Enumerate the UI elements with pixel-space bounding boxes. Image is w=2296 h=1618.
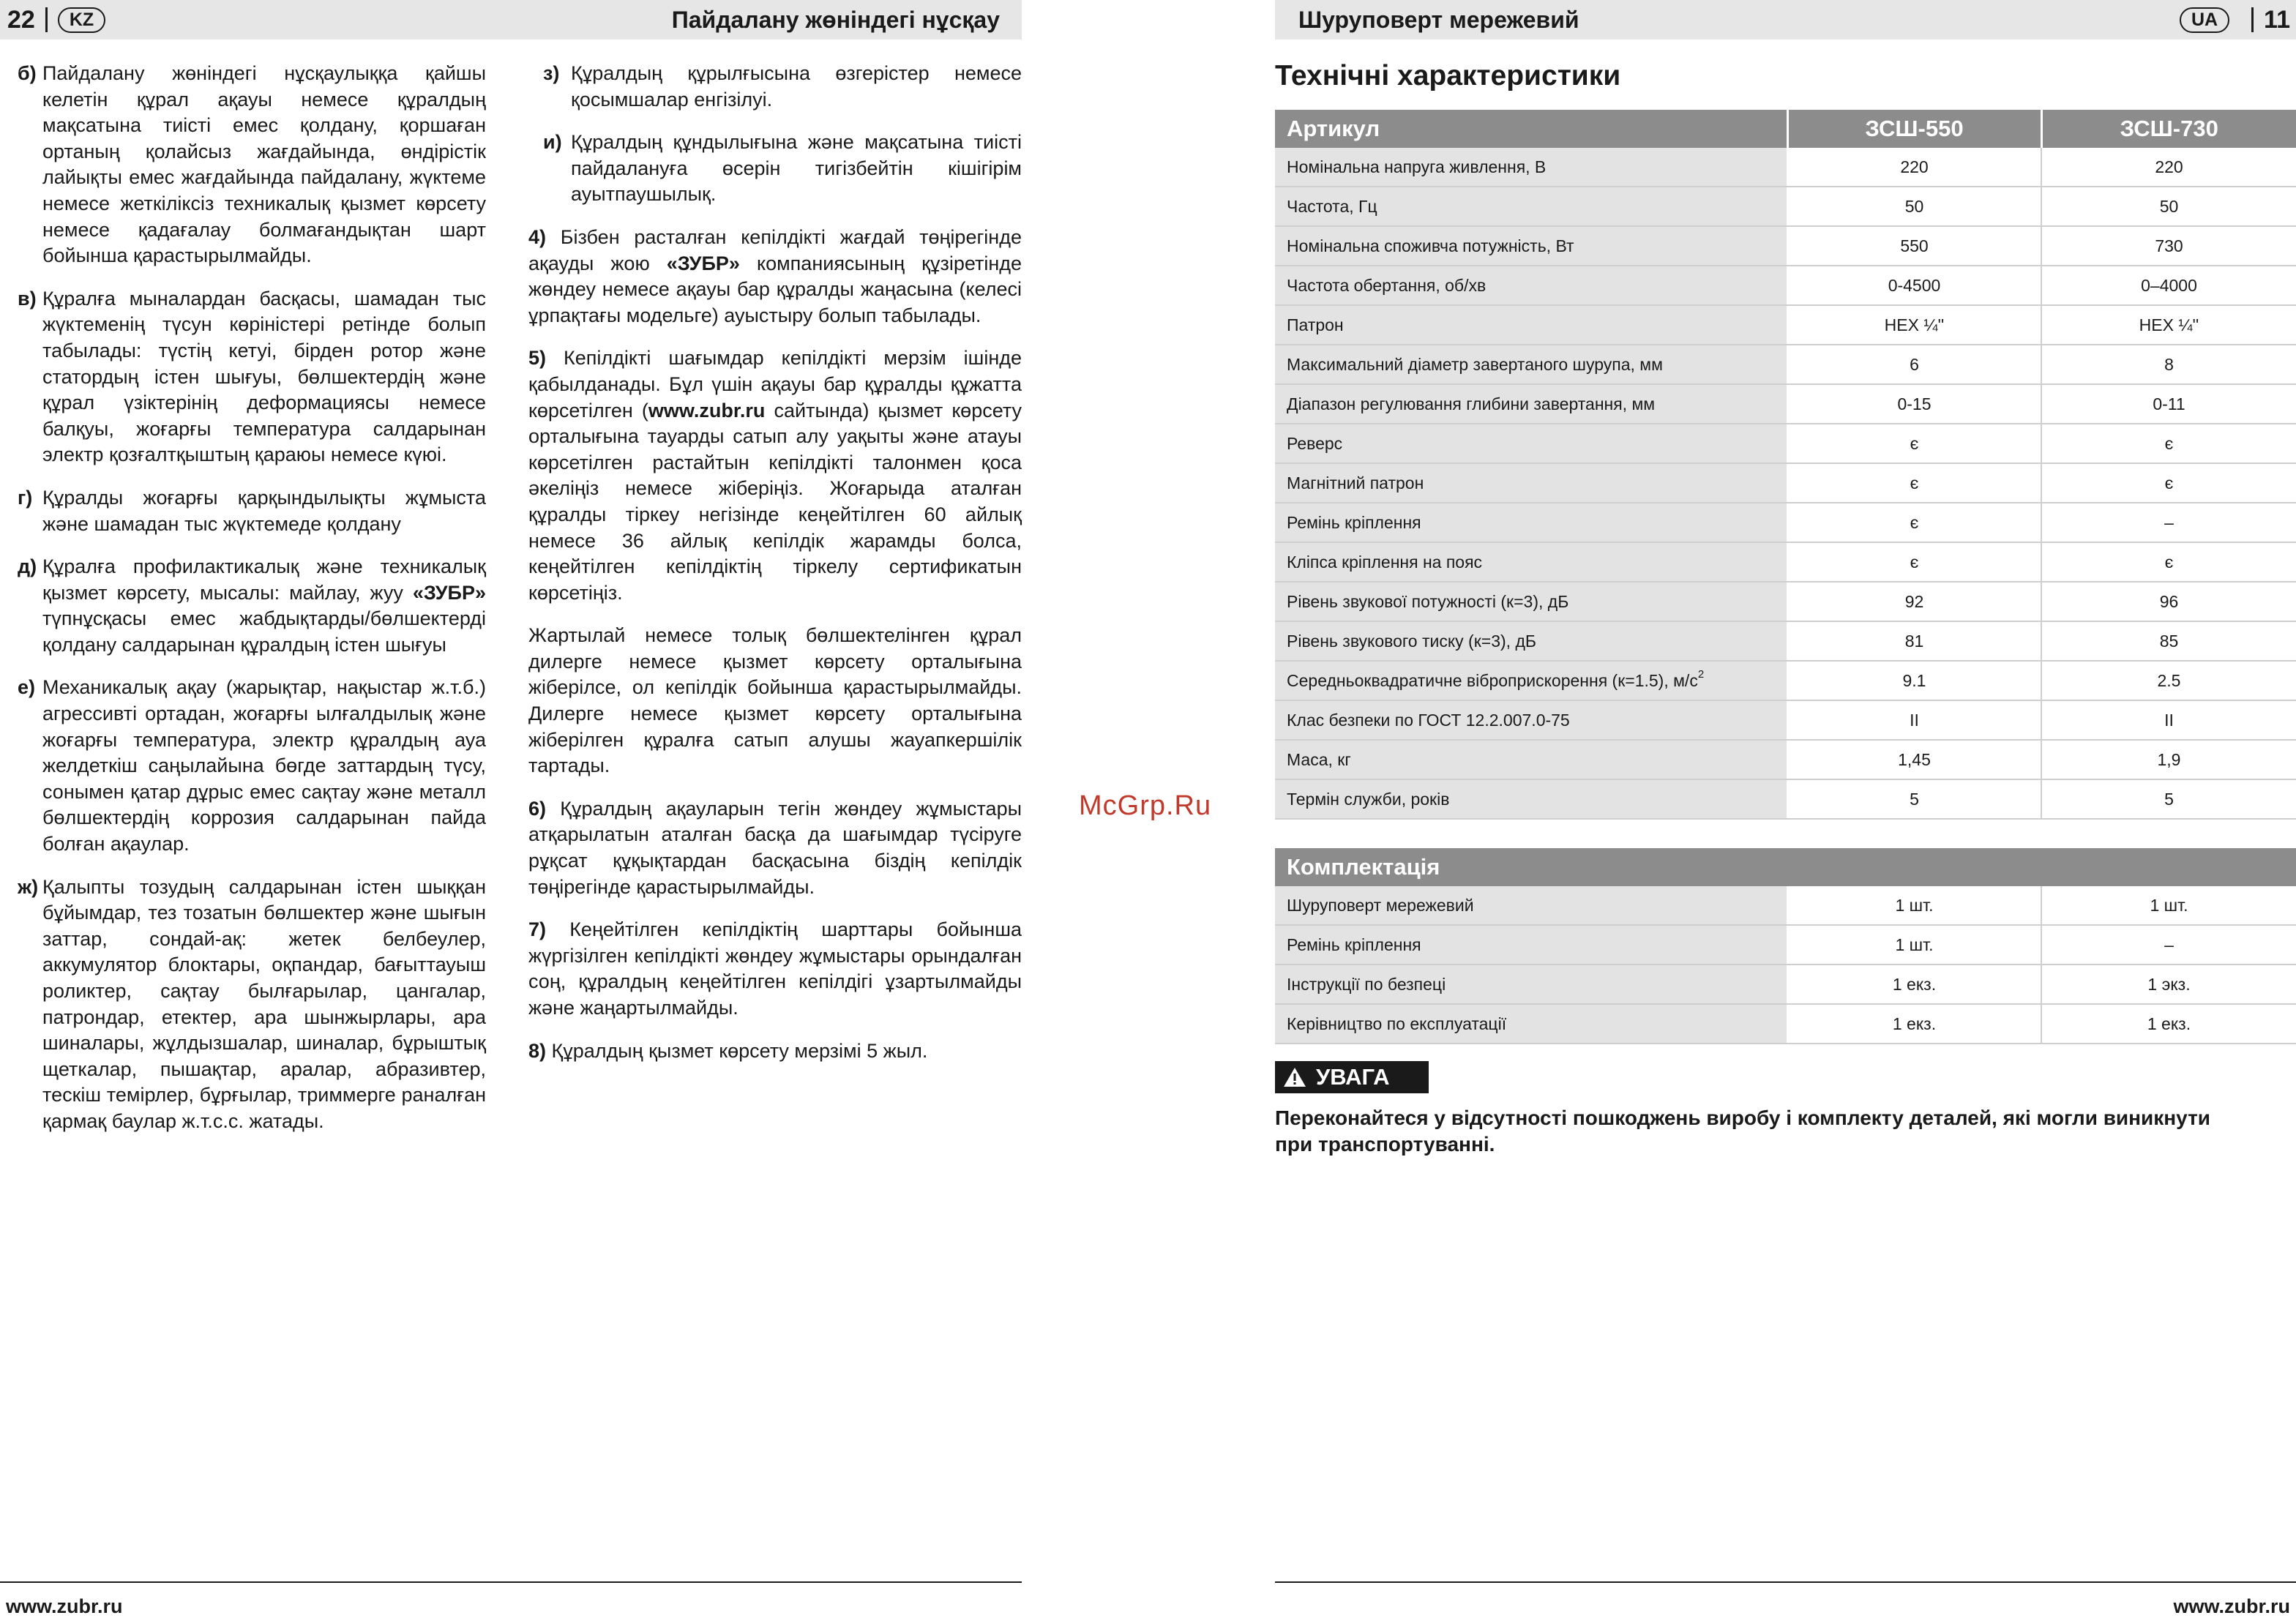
kit-table <box>1275 848 2296 1044</box>
spec-row <box>1275 700 2296 740</box>
spec-row <box>1275 542 2296 582</box>
cell-text: – <box>2164 512 2174 532</box>
cell-text: 5 <box>1910 789 1919 809</box>
cell-text: Частота обертання, об/хв <box>1287 275 1487 295</box>
cell-text: Середньоквадратичне віброприскорення (к=1.5), м/с <box>1287 670 1698 690</box>
paragraph-5-continued: Жартылай немесе толық бөлшектелінген құрал дилерге немесе қызмет көрсету орталығына жіберілсе, ол кепілдік бойынша қарастырылмайды. Дилерге немесе қызмет көрсету орталығына жіберілген құралға сатып алушы жауапкершілік тартады. <box>528 624 1022 777</box>
row-label-cell <box>1275 266 1787 305</box>
paragraph-number: 5) <box>528 347 547 370</box>
item-text: Қалыпты тозудың салдарынан істен шыққан бұйымдар, тез тозатын бөлшектер және шығын заттар, сондай-ақ: жетек белбеулер, аккумулятор блоктары, оқпандар, бағыттауыш роликтер, сақтау былғарылар, цангалар, патрондар, етектер, ара шынжырлары, ара шиналары, жұлдызшалар, шиналар, бұрыштық щеткалар, пышақтар, аралар, абразивтер, тескіш темірлер, бұрғылар, триммерге раналған қармақ баулар ж.т.с.с. жатады. <box>42 875 486 1132</box>
left-column-2 <box>528 61 1022 1081</box>
spec-header-row <box>1275 110 2296 148</box>
cell-text: 50 <box>1904 196 1924 216</box>
item-text <box>42 554 486 658</box>
row-value-cell <box>1787 187 2041 226</box>
paragraph-text: сайтында) қызмет көрсету орталығына тауарды сатып алу уақыты және атауы көрсетілген растайтын кепілдікті талонмен қоса әкеліңіз немесе жіберіңіз. Жоғарыда аталған құралды тіркеу негізінде кеңейтілген 60 айлық немесе 36 айлық кепілдік жарамды болса, кеңейтілген кепілдіктің тіркелу сертификатын көрсетіңіз. <box>528 399 1022 604</box>
left-page-number: 22 <box>7 5 35 34</box>
cell-text: Маса, кг <box>1287 749 1351 769</box>
spec-row <box>1275 187 2296 226</box>
cell-text: 1,9 <box>2157 749 2181 769</box>
row-value-cell <box>1787 661 2041 700</box>
left-lang-badge: KZ <box>58 7 105 33</box>
paragraph-text: Бізбен расталған кепілдікті жағдай төңірегінде ақауды жою <box>528 225 1022 274</box>
header-divider <box>45 7 48 32</box>
paragraph-5 <box>528 345 1022 606</box>
paragraph-7 <box>528 917 1022 1021</box>
paragraph-number: 7) <box>528 918 547 941</box>
row-value-cell <box>2041 384 2296 424</box>
right-header-meta <box>2180 6 2290 34</box>
spec-row <box>1275 503 2296 542</box>
row-value-cell <box>2041 187 2296 226</box>
row-value-cell <box>2041 779 2296 819</box>
cell-text: є <box>1910 552 1919 572</box>
spec-row <box>1275 266 2296 305</box>
item-text-part: Құралға профилактикалық және техникалық қызмет көрсету, мысалы: майлау, жуу <box>42 555 486 604</box>
cell-text: Шуруповерт мережевий <box>1287 895 1474 915</box>
header-divider <box>2251 7 2254 32</box>
paragraph-number: 8) <box>528 1039 547 1062</box>
watermark: McGrp.Ru <box>1079 790 1212 821</box>
cell-text: 0-15 <box>1897 394 1932 413</box>
cell-text: 1 шт. <box>1895 935 1934 954</box>
cell-text: II <box>1910 710 1919 730</box>
spec-table <box>1275 110 2296 820</box>
row-label-cell <box>1275 503 1787 542</box>
row-label-cell <box>1275 345 1787 384</box>
cell-text: 92 <box>1904 591 1924 611</box>
row-label-cell <box>1275 965 1787 1004</box>
row-label-cell <box>1275 384 1787 424</box>
spec-row <box>1275 384 2296 424</box>
row-value-cell <box>1787 779 2041 819</box>
row-label-cell <box>1275 187 1787 226</box>
cell-text: є <box>2164 473 2174 492</box>
right-header-bar <box>1275 0 2296 40</box>
row-value-cell <box>2041 226 2296 266</box>
row-value-cell <box>1787 148 2041 187</box>
header-cell-article: Артикул <box>1275 110 1787 148</box>
row-value-cell <box>1787 925 2041 965</box>
cell-text: 5 <box>2164 789 2174 809</box>
cell-text: Термін служби, років <box>1287 789 1450 809</box>
item-text-part: түпнұсқасы емес жабдықтарды/бөлшектерді қолдану салдарынан құралдың істен шығуы <box>42 607 486 656</box>
paragraph-text: Құралдың қызмет көрсету мерзімі 5 жыл. <box>546 1039 928 1062</box>
cell-text: Номінальна напруга живлення, В <box>1287 157 1547 176</box>
row-label-cell <box>1275 661 1787 700</box>
row-label-cell <box>1275 700 1787 740</box>
cell-text: Частота, Гц <box>1287 196 1377 216</box>
row-label-cell <box>1275 305 1787 345</box>
row-value-cell <box>2041 1004 2296 1044</box>
cell-text: Реверс <box>1287 433 1343 453</box>
cell-text: Кліпса кріплення на пояс <box>1287 552 1483 572</box>
row-value-cell <box>1787 384 2041 424</box>
spec-row <box>1275 661 2296 700</box>
cell-text: є <box>1910 473 1919 492</box>
cell-text: є <box>1910 512 1919 532</box>
cell-text: 8 <box>2164 354 2174 374</box>
cell-text: 550 <box>1900 236 1929 255</box>
row-value-cell <box>1787 305 2041 345</box>
paragraph-text: компаниясының құзіретінде жөндеу немесе ақауы бар құралды жаңасына (келесі ұрпақтағы модельге) ауыстыру болып табылады. <box>528 252 1022 326</box>
row-label-cell <box>1275 886 1787 925</box>
cell-text: 85 <box>2159 631 2179 651</box>
row-label-cell <box>1275 582 1787 621</box>
cell-text: II <box>2164 710 2174 730</box>
row-value-cell <box>1787 621 2041 661</box>
cell-text: 1 шт. <box>1895 895 1934 915</box>
cell-text: 0-4500 <box>1888 275 1941 295</box>
cell-text: 96 <box>2159 591 2179 611</box>
cell-text: 1 екз. <box>1892 1014 1937 1033</box>
item-text: Пайдалану жөніндегі нұсқаулыққа қайшы келетін құрал ақауы немесе құралдың мақсатына тиісті емес қолдану, қоршаған ортаның қолайсыз жағдайында, өндірістік лайықты емес жағдайында пайдалану, жүктеме немесе жеткіліксіз техникалық қызмет көрсету немесе қадағалау болмағандықтан шарт бойынша қарастырылмайды. <box>42 62 486 267</box>
item-label: и) <box>543 131 562 154</box>
cell-text: HEX ¼'' <box>2139 315 2199 334</box>
row-value-cell <box>1787 503 2041 542</box>
paragraph-number: 4) <box>528 225 547 248</box>
kit-row <box>1275 886 2296 925</box>
row-value-cell <box>1787 886 2041 925</box>
cell-text: 1 екз. <box>1892 974 1937 994</box>
paragraph-text: Кеңейтілген кепілдіктің шарттары бойынша жүргізілген кепілдікті жөндеу жұмыстары орындалған соң, құралдың кеңейтілген кепілдігі ұзартылмайды және жаңартылмайды. <box>528 918 1022 1019</box>
spec-row <box>1275 463 2296 503</box>
item-label: г) <box>18 486 33 509</box>
cell-text: Номінальна споживча потужність, Вт <box>1287 236 1574 255</box>
cell-text: HEX ¼'' <box>1884 315 1945 334</box>
row-label-cell <box>1275 542 1787 582</box>
cell-text: Магнітний патрон <box>1287 473 1424 492</box>
item-label: б) <box>18 62 37 84</box>
right-footer-rule <box>1275 1581 2296 1583</box>
paragraph-number: 6) <box>528 797 547 820</box>
row-value-cell <box>2041 700 2296 740</box>
row-value-cell <box>2041 740 2296 779</box>
cell-text: є <box>2164 433 2174 453</box>
cell-text: є <box>2164 552 2174 572</box>
cell-text: Рівень звукового тиску (к=3), дБ <box>1287 631 1536 651</box>
row-value-cell <box>1787 424 2041 463</box>
row-value-cell <box>1787 542 2041 582</box>
cell-text: Ремінь кріплення <box>1287 512 1421 532</box>
cell-text: Діапазон регулювання глибини завертання, мм <box>1287 394 1656 413</box>
cell-text: Клас безпеки по ГОСТ 12.2.007.0-75 <box>1287 710 1570 730</box>
cell-text: 0-11 <box>2153 394 2185 413</box>
cell-text: Патрон <box>1287 315 1344 334</box>
list-item <box>18 286 486 468</box>
spec-row <box>1275 345 2296 384</box>
website-link-text: www.zubr.ru <box>648 399 766 422</box>
row-label-cell <box>1275 1004 1787 1044</box>
row-label-cell <box>1275 621 1787 661</box>
superscript: 2 <box>1697 667 1705 681</box>
row-value-cell <box>2041 148 2296 187</box>
row-label-cell <box>1275 740 1787 779</box>
cell-text: 0–4000 <box>2141 275 2197 295</box>
right-lang-badge: UA <box>2180 7 2229 33</box>
spec-row <box>1275 226 2296 266</box>
row-value-cell <box>2041 542 2296 582</box>
cell-text: 730 <box>2155 236 2183 255</box>
header-cell-model-2: ЗСШ-730 <box>2041 110 2296 148</box>
warning-label: УВАГА <box>1316 1064 1390 1090</box>
kit-row <box>1275 965 2296 1004</box>
item-text: Құралды жоғарғы қарқындылықты жұмыста және шамадан тыс жүктемеде қолдану <box>42 486 486 535</box>
list-item <box>18 61 486 269</box>
cell-text: є <box>1910 433 1919 453</box>
item-label: ж) <box>18 875 39 898</box>
list-item <box>18 675 486 857</box>
row-value-cell <box>1787 345 2041 384</box>
spec-row <box>1275 740 2296 779</box>
cell-text: Максимальний діаметр завертаного шурупа, мм <box>1287 354 1663 374</box>
item-text: Құралдың құрылғысына өзгерістер немесе қосымшалар енгізілуі. <box>571 62 1022 111</box>
right-page <box>1275 0 2296 1617</box>
row-value-cell <box>1787 965 2041 1004</box>
left-header-title: Пайдалану жөніндегі нұсқау <box>671 6 1000 33</box>
row-value-cell <box>1787 266 2041 305</box>
row-value-cell <box>2041 965 2296 1004</box>
kit-header-row <box>1275 848 2296 886</box>
spec-row <box>1275 148 2296 187</box>
row-value-cell <box>2041 582 2296 621</box>
left-footer-rule <box>0 1581 1022 1583</box>
row-value-cell <box>1787 740 2041 779</box>
row-label-cell <box>1275 925 1787 965</box>
left-header-bar <box>0 0 1022 40</box>
kit-header: Комплектація <box>1275 848 2296 886</box>
spec-row <box>1275 621 2296 661</box>
item-text: Механикалық ақау (жарықтар, нақыстар ж.т.б.) агрессивті ортадан, жоғарғы ылғалдылық және жоғарғы температура, электр құралдың ауа желдеткіш саңылайына бөгде заттардың түсу, сонымен қатар дұрыс емес сақтау және металл бөлшектердің коррозия салдарынан пайда болған ақаулар. <box>42 676 486 855</box>
left-page <box>0 0 1025 1617</box>
list-item <box>18 485 486 537</box>
right-header-title: Шуруповерт мережевий <box>1298 6 1579 33</box>
row-value-cell <box>2041 463 2296 503</box>
row-label-cell <box>1275 424 1787 463</box>
row-value-cell <box>1787 226 2041 266</box>
row-value-cell <box>2041 925 2296 965</box>
cell-text: 220 <box>1900 157 1929 176</box>
item-label: д) <box>18 555 37 578</box>
kit-row <box>1275 1004 2296 1044</box>
row-value-cell <box>2041 305 2296 345</box>
kit-row <box>1275 925 2296 965</box>
row-value-cell <box>2041 661 2296 700</box>
row-label-cell <box>1275 226 1787 266</box>
cell-text: 6 <box>1910 354 1919 374</box>
cell-text: 220 <box>2155 157 2183 176</box>
row-value-cell <box>2041 621 2296 661</box>
brand-name: «ЗУБР» <box>412 581 486 604</box>
spec-row <box>1275 305 2296 345</box>
page-title: Технічні характеристики <box>1275 60 1621 91</box>
header-cell-model-1: ЗСШ-550 <box>1787 110 2041 148</box>
list-item <box>18 874 486 1135</box>
paragraph-text: Құралдың ақауларын тегін жөндеу жұмыстары атқарылатын аталған басқа да шағымдар түсіруге рұқсат құқықтардан басқасына біздің кепілдік төңірегінде қарастырылмайды. <box>528 797 1022 898</box>
cell-text: 1,45 <box>1898 749 1931 769</box>
item-label: в) <box>18 287 37 310</box>
left-footer-url: www.zubr.ru <box>6 1595 123 1617</box>
row-value-cell <box>1787 582 2041 621</box>
row-value-cell <box>2041 424 2296 463</box>
paragraph-4 <box>528 225 1022 329</box>
spec-row <box>1275 582 2296 621</box>
list-item <box>18 554 486 658</box>
cell-text: – <box>2164 935 2174 954</box>
row-value-cell <box>2041 266 2296 305</box>
list-item <box>528 130 1022 208</box>
paragraph-8 <box>528 1038 1022 1065</box>
paragraph-6 <box>528 796 1022 900</box>
paragraph-text: Кепілдікті шағымдар кепілдікті мерзім ішінде қабылданады. Бұл үшін ақауы бар құралды құжатта көрсетілген ( <box>528 347 1022 422</box>
brand-name: «ЗУБР» <box>666 252 740 274</box>
item-label: з) <box>543 62 560 84</box>
warning-text: Переконайтеся у відсутності пошкоджень виробу і комплекту деталей, які могли виникнути при транспортуванні. <box>1275 1106 2211 1156</box>
cell-text: Ремінь кріплення <box>1287 935 1421 954</box>
right-footer-url: www.zubr.ru <box>2173 1595 2290 1617</box>
item-text: Құралға мыналардан басқасы, шамадан тыс жүктеменің түсун көріністері ретінде болып табылады: түстің кетуі, бірден ротор және статордың істен шығуы, бөлшектердің және құрал үзіктерінің деформациясы немесе балқуы, жоғарғы температура салдарынан электр қозғалтқыштың қараюы немесе күюі. <box>42 287 486 466</box>
row-value-cell <box>2041 345 2296 384</box>
row-value-cell <box>2041 886 2296 925</box>
spec-row <box>1275 779 2296 819</box>
item-label: е) <box>18 676 36 699</box>
cell-text: 50 <box>2159 196 2179 216</box>
cell-text: Рівень звукової потужності (к=3), дБ <box>1287 591 1569 611</box>
row-value-cell <box>1787 1004 2041 1044</box>
cell-text: 81 <box>1904 631 1924 651</box>
row-label-cell <box>1275 779 1787 819</box>
cell-text: Керівництво по експлуатації <box>1287 1014 1507 1033</box>
cell-text: 1 екз. <box>2147 1014 2191 1033</box>
row-value-cell <box>1787 463 2041 503</box>
left-column-1 <box>18 61 486 1152</box>
spec-row <box>1275 424 2296 463</box>
cell-text: 1 шт. <box>2150 895 2188 915</box>
row-label-cell <box>1275 148 1787 187</box>
right-page-number: 11 <box>2264 5 2290 34</box>
cell-text: 1 экз. <box>2147 974 2191 994</box>
cell-text: 2.5 <box>2157 670 2181 690</box>
cell-text: Інструкції по безпеці <box>1287 974 1446 994</box>
row-label-cell <box>1275 463 1787 503</box>
warning-triangle-icon <box>1282 1066 1307 1088</box>
list-item <box>528 61 1022 113</box>
cell-text: 9.1 <box>1902 670 1926 690</box>
row-value-cell <box>2041 503 2296 542</box>
row-value-cell <box>1787 700 2041 740</box>
warning-badge <box>1275 1061 1429 1093</box>
item-text: Құралдың құндылығына және мақсатына тиісті пайдалануға өсерін тигізбейтін кішігірім ауытпаушылық. <box>571 131 1022 206</box>
